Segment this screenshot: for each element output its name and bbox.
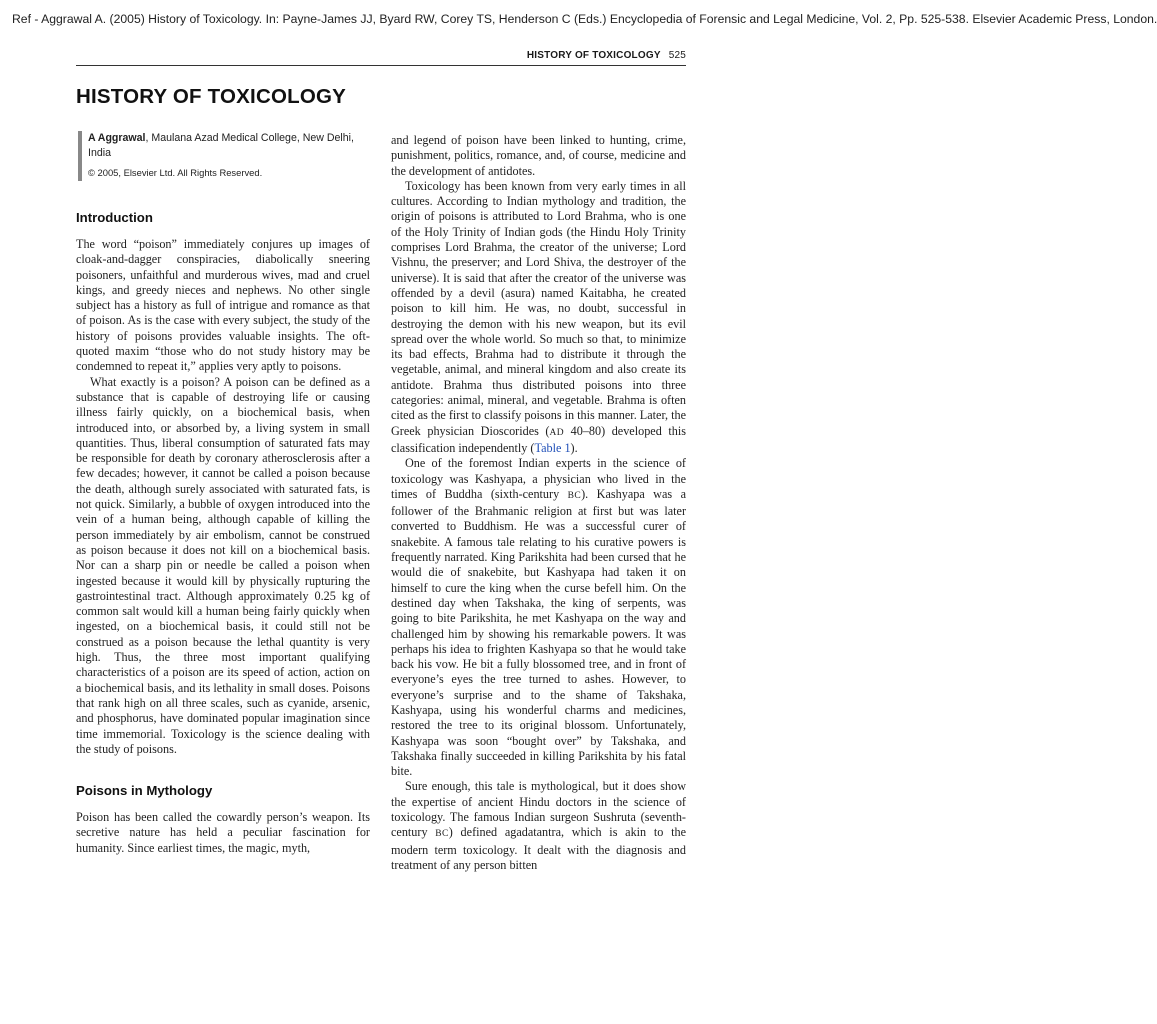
text-run: 40–80) developed this classification independently ( (391, 423, 686, 455)
text-run: ) defined agadatantra, which is akin to the modern term toxicology. It dealt with the diagnosis and treatment of any person bitten (391, 825, 686, 872)
author-block (78, 131, 368, 181)
mythology-paragraph-2 (391, 179, 686, 456)
text-run: ). Kashyapa was a follower of the Brahmanic religion at first but was later converted to Buddhism. He was a successful curer of snakebite. A famous tale relating to his curative powers is frequently narrated. King Parikshita had been cursed that he would die of snakebite, but Kashyapa had taken it on himself to cure the king when the curse befell him. On the destined day when Takshaka, the king of serpents, was going to bite Parikshita, he met Kashyapa on the way and challenged him by showing his remarkable powers. It was perhaps his idea to frighten Kashyapa so that he would take back his vow. He bit a fully blossomed tree, and in front of everyone’s eyes the tree turned to ashes. However, to everyone’s surprise and to the shame of Takshaka, Kashyapa, using his wonderful charms and medicines, restored the tree to its original blossom. Unfortunately, Kashyapa was soon “bought over” by Takshaka, and Takshaka finally succeeded in killing Parikshita by his fatal bite. (391, 486, 686, 779)
text-run: One of the foremost Indian experts in the science of toxicology was Kashyapa, a physician who lived in the times of Buddha (sixth-century (391, 456, 686, 501)
text-run: Sure enough, this tale is mythological, but it does show the expertise of ancient Hindu doctors in the science of toxicology. The famous Indian surgeon Sushruta (seventh-century (391, 779, 686, 840)
text-run: Toxicology has been known from very early times in all cultures. According to Indian mythology and tradition, the origin of poisons is attributed to Lord Brahma, who is one of the Holy Trinity of Indian gods (the Hindu Holy Trinity comprises Lord Brahma, the creator of the universe; Lord Vishnu, the preserver; and Lord Shiva, the destroyer of the universe). It is said that after the creator of the universe was offended by a devil (asura) named Kaitabha, he created poison to kill him. He was, no doubt, successful in destroying the demon with his new weapon, but its evil spread over the whole world. So much so that, to minimize its bad effects, Brahma had to distribute it through the vegetable, animal, and mineral kingdom and also create its antidote. Brahma thus distributed poisons into three categories: animal, mineral, and vegetable. Brahma is often cited as the first to classify poisons in this manner. Later, the Greek physician Dioscorides ( (391, 178, 686, 438)
table-1-link[interactable]: Table 1 (534, 440, 571, 455)
mythology-paragraph-1-cont: and legend of poison have been linked to hunting, crime, punishment, politics, romance, and, of course, medicine and the development of antidotes. (391, 133, 686, 178)
intro-paragraph-1: The word “poison” immediately conjures up images of cloak-and-dagger conspiracies, diabolically sneering poisoners, unfaithful and murderous wives, mad and cruel kings, and greedy nieces and nephews. No other single subject has a history as full of intrigue and romance as that of poison. As is the case with every subject, the study of the history of poisons provides valuable insights. The oft-quoted maxim “those who do not study history may be condemned to repeat it,” applies very aptly to poisons. (76, 237, 370, 374)
left-column (76, 209, 370, 856)
reference-citation: Ref - Aggrawal A. (2005) History of Toxicology. In: Payne-James JJ, Byard RW, Corey TS, Henderson C (Eds.) Encyclopedia of Forensic and Legal Medicine, Vol. 2, Pp. 525-538. Elsevier Academic Press, London. (12, 12, 1157, 26)
mythology-heading: Poisons in Mythology (76, 783, 213, 799)
running-head (76, 50, 686, 66)
author-name: A Aggrawal (88, 132, 146, 144)
author-line (88, 131, 368, 160)
era-label: BC (435, 829, 449, 840)
intro-paragraph-2: What exactly is a poison? A poison can be defined as a substance that is capable of destroying life or causing illness fairly quickly, on a biochemical basis, when introduced into, or absorbed by, a living system in small quantities. Thus, liberal consumption of saturated fats may be responsible for death by coronary atherosclerosis after a few decades; however, it cannot be called a poison because the death, although surely associated with saturated fats, is not quick. Similarly, a bubble of oxygen introduced into the vein of a human being, although capable of killing the person immediately by air embolism, cannot be construed as poison because it does not kill on a biochemical basis. Nor can a sharp pin or needle be called a poison when ingested because it would kill by physically rupturing the gastrointestinal tract. Although approximately 0.25 kg of common salt would kill a human being fairly quickly when ingested, on a biochemical basis, it could still not be construed as a poison because the lethal quantity is very high. Thus, the three most important qualifying characteristics of a poison are its speed of action, action on a biochemical basis, and its lethality in small doses. Poisons that rank high on all three scales, such as cyanide, arsenic, and phosphorus, have dominated popular imagination since time immemorial. Toxicology is the science dealing with the study of poisons. (76, 374, 370, 756)
mythology-paragraph-4 (391, 779, 686, 873)
author-affiliation: , Maulana Azad Medical College, New Delhi, India (88, 132, 354, 159)
right-column (391, 133, 686, 873)
page-number: 525 (668, 50, 686, 61)
running-head-title: HISTORY OF TOXICOLOGY (526, 50, 661, 61)
text-run: ). (570, 440, 578, 455)
introduction-heading: Introduction (76, 210, 153, 225)
copyright-notice: © 2005, Elsevier Ltd. All Rights Reserved. (88, 167, 263, 178)
article-title: HISTORY OF TOXICOLOGY (76, 85, 346, 108)
era-label: AD (549, 427, 565, 438)
mythology-paragraph-3 (391, 456, 686, 779)
mythology-paragraph-1: Poison has been called the cowardly person’s weapon. Its secretive nature has held a peculiar fascination for humanity. Since earliest times, the magic, myth, (76, 810, 370, 855)
era-label: BC (567, 490, 582, 501)
